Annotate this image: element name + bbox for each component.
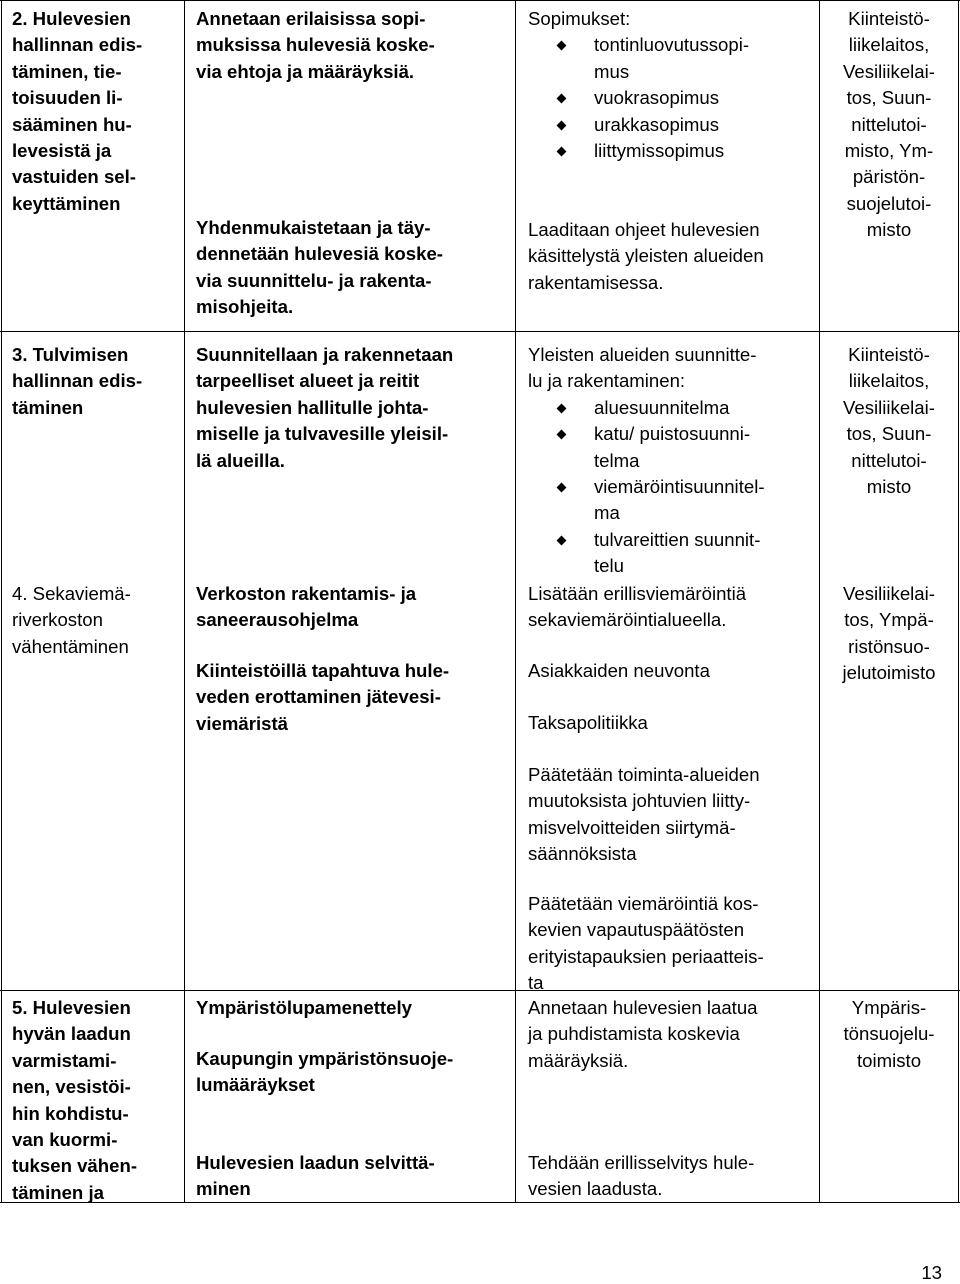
bullet-item: urakkasopimus (528, 112, 818, 138)
row-2-measure-1: Annetaan erilaisissa sopi- muksissa hulevesiä koske- via ehtoja ja määräyksiä. (196, 8, 435, 82)
row-4-measure-2: Kiinteistöillä tapahtuva hule- veden erottaminen jätevesi- viemäristä (196, 660, 450, 734)
row-4-action-5: Päätetään viemäröintiä kos- kevien vapautuspäätösten erityistapauksien periaatteis- ta (528, 893, 764, 994)
page-number: 13 (921, 1262, 942, 1283)
row-5-measure-3: Hulevesien laadun selvittä- minen (196, 1152, 435, 1200)
bullet-item: liittymissopimus (528, 138, 818, 164)
row-5-action-2: Tehdään erillisselvitys hule- vesien laadusta. (528, 1152, 755, 1200)
row-2-actions-after: Laaditaan ohjeet hulevesien käsittelystä yleisten alueiden rakentamisessa. (528, 219, 764, 293)
row-5-measure-1: Ympäristölupamenettely (196, 997, 412, 1018)
row-divider-2-3 (0, 331, 960, 332)
row-5-measure-2: Kaupungin ympäristönsuoje- lumääräykset (196, 1048, 454, 1096)
row-5-action-1: Annetaan hulevesien laatua ja puhdistamista koskevia määräyksiä. (528, 997, 758, 1071)
table-border-right (958, 0, 959, 1203)
row-4-action-3: Taksapolitiikka (528, 712, 648, 733)
bullet-item: tulvareittien suunnit- telu (528, 527, 818, 580)
row-2-responsible: Kiinteistö- liikelaitos, Vesiliikelai- tos, Suun- nittelutoi- misto, Ym- päristön- suojelutoi- misto (843, 8, 935, 241)
row-5-responsible: Ympäris- tönsuojelu- toimisto (843, 997, 935, 1071)
bullet-item: aluesuunnitelma (528, 395, 818, 421)
bullet-item: katu/ puistosuunni- telma (528, 421, 818, 474)
row-4-responsible: Vesiliikelai- tos, Ympä- ristönsuo- jelutoimisto (842, 583, 936, 684)
row-4-action-2: Asiakkaiden neuvonta (528, 660, 710, 681)
row-4-action-4: Päätetään toiminta-alueiden muutoksista johtuvien liitty- misvelvoitteiden siirtymä- säännöksista (528, 764, 760, 865)
row-3-actions-intro: Yleisten alueiden suunnitte- lu ja rakentaminen: (528, 344, 757, 392)
bullet-item: tontinluovutussopi- mus (528, 32, 818, 85)
bullet-item: vuokrasopimus (528, 85, 818, 111)
column-divider-2 (515, 0, 516, 1203)
row-2-actions-intro: Sopimukset: (528, 8, 631, 29)
row-3-actions (528, 342, 818, 580)
row-5-goal: 5. Hulevesien hyvän laadun varmistami- nen, vesistöi- hin kohdistu- van kuormi- tuksen vähen- täminen ja (12, 997, 138, 1203)
row-3-goal: 3. Tulvimisen hallinnan edis- täminen (12, 344, 143, 418)
row-2-actions (528, 6, 818, 164)
table-border-top (0, 0, 960, 1)
table-border-left (1, 0, 2, 1203)
row-4-action-1: Lisätään erillisviemäröintiä sekaviemäröintialueella. (528, 583, 747, 631)
row-4-measure-1: Verkoston rakentamis- ja saneerausohjelma (196, 583, 417, 631)
row-2-measure-2: Yhdenmukaistetaan ja täy- dennetään hulevesiä koske- via suunnittelu- ja rakenta- misohjeita. (196, 217, 443, 318)
row-4-goal: 4. Sekaviemä- riverkoston vähentäminen (12, 583, 131, 657)
row-3-measure-1: Suunnitellaan ja rakennetaan tarpeelliset alueet ja reitit hulevesien hallitulle johta- miselle ja tulvavesille yleisil- lä alueilla. (196, 344, 454, 471)
bullet-item: viemäröintisuunnitel- ma (528, 474, 818, 527)
row-2-goal: 2. Hulevesien hallinnan edis- täminen, tie- toisuuden li- sääminen hu- levesistä ja vastuiden sel- keyttäminen (12, 8, 143, 214)
row-3-responsible: Kiinteistö- liikelaitos, Vesiliikelai- tos, Suun- nittelutoi- misto (843, 344, 935, 498)
column-divider-1 (184, 0, 185, 1203)
